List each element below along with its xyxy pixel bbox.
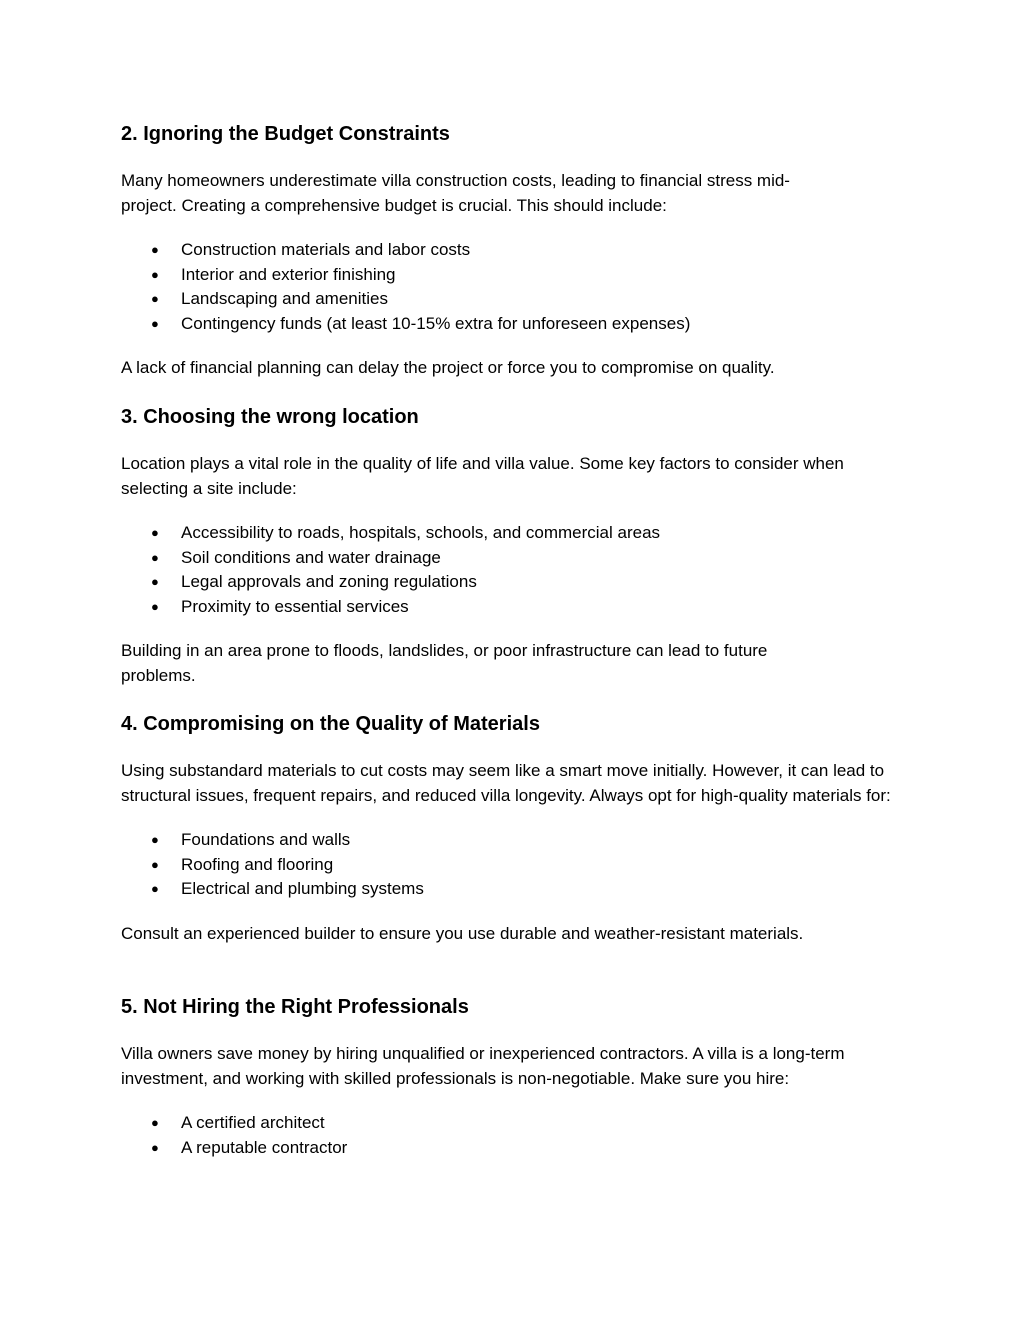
- section-intro: Many homeowners underestimate villa construction costs, leading to financial stress mid-project. Creating a comprehensive budget is crucial. This should include:: [121, 171, 790, 215]
- list-item: ● A reputable contractor: [121, 1136, 911, 1161]
- section-budget: [121, 122, 911, 381]
- section-heading: 4. Compromising on the Quality of Materials: [121, 713, 540, 735]
- list-item: ● Construction materials and labor costs: [121, 238, 911, 263]
- bullet-icon: ●: [151, 881, 159, 896]
- bullet-list: [121, 521, 911, 619]
- bullet-icon: ●: [151, 856, 159, 872]
- list-item: ● A certified architect: [121, 1111, 911, 1136]
- bullet-icon: ●: [151, 291, 159, 306]
- bullet-icon: ●: [151, 1115, 159, 1130]
- bullet-icon: ●: [151, 525, 159, 540]
- section-heading: 3. Choosing the wrong location: [121, 406, 419, 428]
- bullet-icon: ●: [151, 315, 159, 331]
- section-location: [121, 405, 911, 688]
- bullet-list: [121, 828, 911, 902]
- section-heading: 5. Not Hiring the Right Professionals: [121, 996, 469, 1018]
- list-item: ● Contingency funds (at least 10-15% extra for unforeseen expenses): [121, 312, 911, 337]
- bullet-icon: ●: [151, 1139, 159, 1155]
- list-item: ● Proximity to essential services: [121, 595, 911, 620]
- section-outro: A lack of financial planning can delay the project or force you to compromise on quality.: [121, 358, 775, 377]
- list-item: ● Electrical and plumbing systems: [121, 877, 911, 902]
- bullet-icon: ●: [151, 832, 159, 847]
- list-item: ● Roofing and flooring: [121, 853, 911, 878]
- bullet-icon: ●: [151, 598, 159, 614]
- section-professionals: [121, 995, 911, 1160]
- bullet-icon: ●: [151, 266, 159, 282]
- section-intro: Using substandard materials to cut costs may seem like a smart move initially. However, it can lead to structural issues, frequent repairs, and reduced villa longevity. Always opt for high-quality materials for:: [121, 761, 891, 805]
- list-item: ● Interior and exterior finishing: [121, 263, 911, 288]
- bullet-list: [121, 1111, 911, 1160]
- list-item: ● Soil conditions and water drainage: [121, 546, 911, 571]
- list-item: ● Legal approvals and zoning regulations: [121, 570, 911, 595]
- bullet-list: [121, 238, 911, 336]
- section-heading: 2. Ignoring the Budget Constraints: [121, 123, 450, 145]
- section-outro: Building in an area prone to floods, landslides, or poor infrastructure can lead to future problems.: [121, 641, 768, 685]
- bullet-icon: ●: [151, 574, 159, 589]
- bullet-icon: ●: [151, 242, 159, 257]
- list-item: ● Accessibility to roads, hospitals, schools, and commercial areas: [121, 521, 911, 546]
- section-intro: Location plays a vital role in the quality of life and villa value. Some key factors to consider when selecting a site include:: [121, 454, 844, 498]
- section-outro: Consult an experienced builder to ensure you use durable and weather-resistant materials.: [121, 923, 804, 943]
- section-materials: [121, 712, 911, 946]
- section-intro: Villa owners save money by hiring unqualified or inexperienced contractors. A villa is a long-term investment, and working with skilled professionals is non-negotiable. Make sure you hire:: [121, 1044, 845, 1088]
- list-item: ● Landscaping and amenities: [121, 287, 911, 312]
- list-item: ● Foundations and walls: [121, 828, 911, 853]
- bullet-icon: ●: [151, 549, 159, 565]
